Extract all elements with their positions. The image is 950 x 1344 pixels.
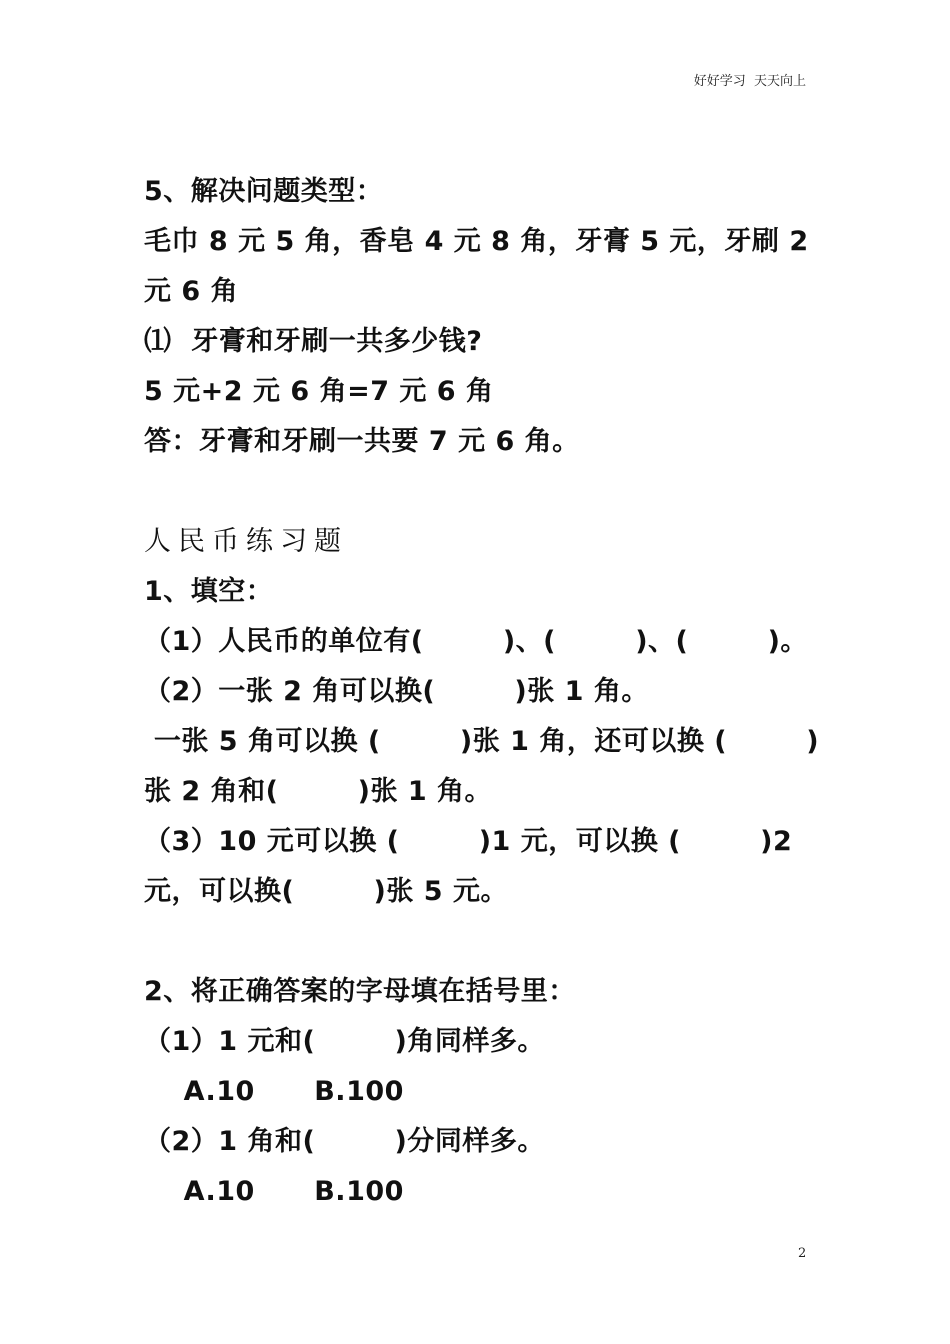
page-number: 2 xyxy=(798,1246,807,1261)
section5-question: ⑴ 牙膏和牙刷一共多少钱? xyxy=(144,326,483,357)
q2-options: A.10 B.100 xyxy=(144,1076,404,1107)
section5-problem-line: 元 6 角 xyxy=(144,276,239,307)
section5-title: 5、解决问题类型： xyxy=(144,176,384,207)
q1-line: 一张 5 角可以换 ( )张 1 角，还可以换 ( ) xyxy=(144,726,820,757)
spacer xyxy=(144,917,824,967)
q1-line: （1）人民币的单位有( )、( )、( )。 xyxy=(144,626,808,657)
q2-title: 2、将正确答案的字母填在括号里： xyxy=(144,976,576,1007)
section5-answer: 答：牙膏和牙刷一共要 7 元 6 角。 xyxy=(144,426,580,457)
q1-line: （2）一张 2 角可以换( )张 1 角。 xyxy=(144,676,649,707)
q2-line: （1）1 元和( )角同样多。 xyxy=(144,1026,545,1057)
exercises-title: 人民币练习题 xyxy=(144,526,348,557)
q1-line: 张 2 角和( )张 1 角。 xyxy=(144,776,493,807)
q2-options: A.10 B.100 xyxy=(144,1176,404,1207)
header-motto: 好好学习 天天向上 xyxy=(693,74,806,89)
q1-title: 1、填空： xyxy=(144,576,274,607)
spacer xyxy=(144,467,824,517)
q2-line: （2）1 角和( )分同样多。 xyxy=(144,1126,545,1157)
document-body xyxy=(144,167,824,1217)
q1-line: （3）10 元可以换 ( )1 元，可以换 ( )2 xyxy=(144,826,793,857)
section5-equation: 5 元+2 元 6 角=7 元 6 角 xyxy=(144,376,494,407)
section5-problem-line: 毛巾 8 元 5 角，香皂 4 元 8 角，牙膏 5 元，牙刷 2 xyxy=(144,226,809,257)
q1-line: 元，可以换( )张 5 元。 xyxy=(144,876,508,907)
